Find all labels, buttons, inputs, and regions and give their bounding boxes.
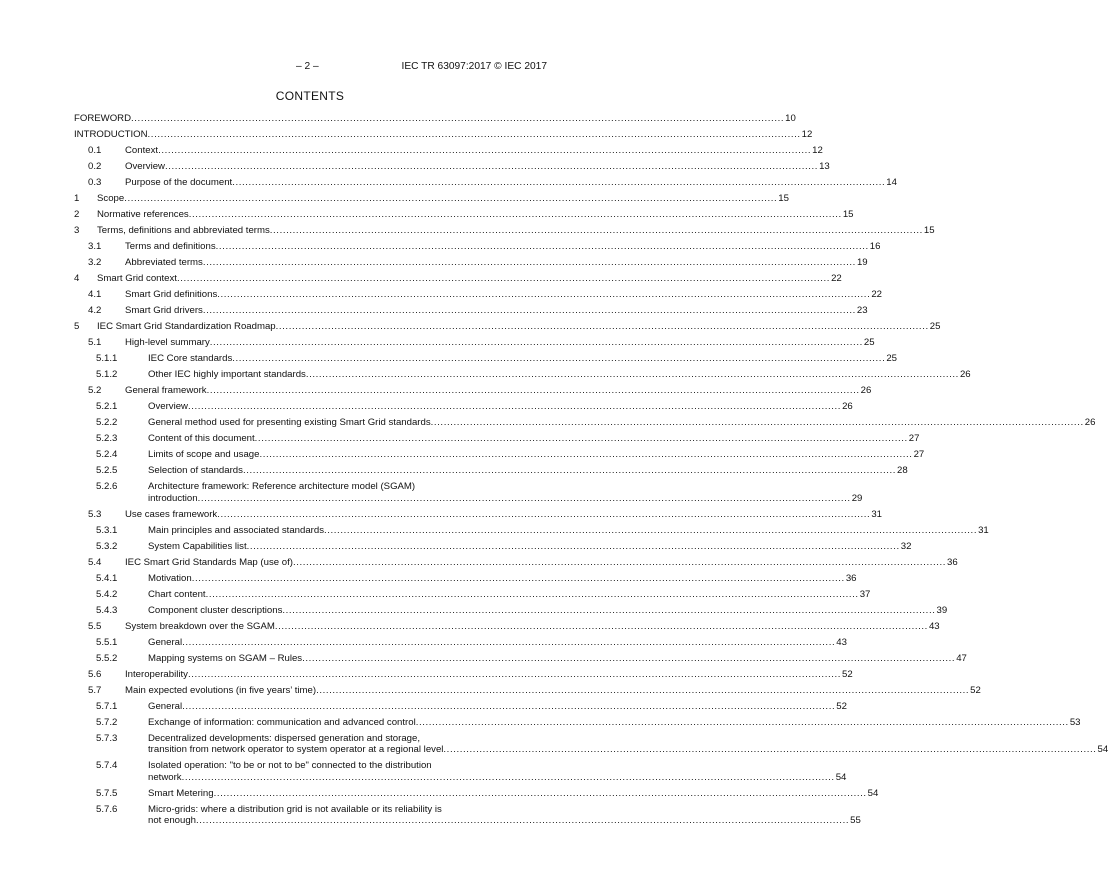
toc-entry-title: Architecture framework: Reference architecture model (SGAM) xyxy=(148,481,416,492)
toc-entry-title: High-level summary xyxy=(125,337,210,348)
dot-leader: ........................................................................................................................................................................................................ xyxy=(188,209,842,220)
toc-entry-page: 13 xyxy=(819,161,830,172)
toc-entry-title: Overview xyxy=(125,161,165,172)
toc-entry[interactable] xyxy=(74,417,1096,433)
toc-entry-title: Component cluster descriptions xyxy=(148,604,283,616)
toc-entry-number: 5.3 xyxy=(88,508,102,520)
toc-entry-title: Isolated operation: "to be or not to be" connected to the distribution xyxy=(148,760,432,771)
toc-entry-title: Use cases framework xyxy=(125,508,218,520)
dot-leader: ........................................................................................................................................................................................................ xyxy=(213,787,867,799)
toc-entry[interactable] xyxy=(74,732,1108,761)
dot-leader: ........................................................................................................................................................................................................ xyxy=(187,401,842,412)
toc-entry-title: System breakdown over the SGAM xyxy=(125,620,275,632)
toc-entry-title-continued: network xyxy=(148,771,182,783)
toc-entry[interactable] xyxy=(74,241,881,257)
toc-entry[interactable] xyxy=(74,161,830,177)
toc-entry-page: 43 xyxy=(836,636,847,648)
toc-entry-number: 5.4.3 xyxy=(96,604,118,616)
toc-entry-title-continued: introduction xyxy=(148,492,198,504)
toc-entry-title: IEC Smart Grid Standardization Roadmap xyxy=(97,321,276,332)
toc-entry-title: General method used for presenting existing Smart Grid standards xyxy=(148,417,431,428)
toc-entry-number: 5.2.5 xyxy=(96,465,118,476)
toc-entry[interactable] xyxy=(74,385,872,401)
toc-entry-number: 5.1.2 xyxy=(96,369,118,380)
dot-leader: ........................................................................................................................................................................................................ xyxy=(197,492,851,504)
toc-entry-title: Overview xyxy=(148,401,188,412)
toc-entry-number: 0.2 xyxy=(88,161,102,172)
toc-entry-title: Decentralized developments: dispersed generation and storage, xyxy=(148,732,420,744)
toc-entry-page: 47 xyxy=(956,652,967,664)
toc-entry-title: Content of this document xyxy=(148,433,255,444)
dot-leader: ........................................................................................................................................................................................................ xyxy=(202,305,856,316)
toc-entry[interactable] xyxy=(74,604,948,621)
toc-entry[interactable] xyxy=(74,305,868,321)
dot-leader: ........................................................................................................................................................................................................ xyxy=(187,668,842,680)
dot-leader: ........................................................................................................................................................................................................ xyxy=(182,636,836,648)
toc-entry-number: 4.2 xyxy=(88,305,102,316)
toc-entry[interactable] xyxy=(74,337,875,353)
toc-entry-number: 5.1.1 xyxy=(96,353,118,364)
toc-entry-number: 5.7.3 xyxy=(96,732,118,744)
toc-entry-title: Smart Grid context xyxy=(97,273,177,284)
toc-entry-title: Purpose of the document xyxy=(125,177,233,188)
dot-leader: ........................................................................................................................................................................................................ xyxy=(292,556,947,568)
toc-entry-number: 3 xyxy=(74,225,80,236)
toc-entry-number: 5.7 xyxy=(88,684,102,696)
dot-leader: ........................................................................................................................................................................................................ xyxy=(209,337,863,348)
dot-leader: ........................................................................................................................................................................................................ xyxy=(316,684,970,696)
toc-entry-title: General xyxy=(148,700,183,712)
toc-entry-page: 29 xyxy=(851,492,863,504)
toc-entry-title: Mapping systems on SGAM – Rules xyxy=(148,652,303,664)
toc-entry-page: 12 xyxy=(812,145,823,156)
toc-entry-page: 32 xyxy=(900,540,912,552)
toc-entry-title: FOREWORD xyxy=(74,113,132,124)
toc-entry[interactable] xyxy=(74,465,908,481)
dot-leader: ........................................................................................................................................................................................................ xyxy=(164,161,819,172)
toc-entry[interactable] xyxy=(74,401,853,417)
table-of-contents xyxy=(74,113,1108,831)
toc-entry-page: 54 xyxy=(835,771,847,783)
toc-entry-page: 43 xyxy=(928,620,940,632)
dot-leader: ........................................................................................................................................................................................................ xyxy=(324,524,978,536)
toc-entry-title: Other IEC highly important standards xyxy=(148,369,306,380)
toc-entry[interactable] xyxy=(74,481,863,509)
toc-entry[interactable] xyxy=(74,257,868,273)
toc-entry-title: Interoperability xyxy=(125,668,188,680)
toc-entry-title: Abbreviated terms xyxy=(125,257,203,268)
toc-entry-number: 5.7.2 xyxy=(96,716,118,728)
toc-entry-title: Scope xyxy=(97,193,125,204)
toc-entry-page: 25 xyxy=(863,337,875,348)
toc-entry-number: 5.5 xyxy=(88,620,102,632)
dot-leader: ........................................................................................................................................................................................................ xyxy=(246,540,900,552)
toc-entry[interactable] xyxy=(74,209,854,225)
toc-entry-page: 19 xyxy=(856,257,868,268)
toc-entry-title: Main expected evolutions (in five years’ time) xyxy=(125,684,317,696)
toc-entry-page: 22 xyxy=(871,289,883,300)
toc-entry[interactable] xyxy=(74,572,857,589)
toc-entry-page: 28 xyxy=(897,465,908,476)
toc-entry-number: 5.5.1 xyxy=(96,636,118,648)
toc-entry[interactable] xyxy=(74,588,871,605)
toc-entry-title: Smart Metering xyxy=(148,787,214,799)
toc-entry-page: 14 xyxy=(886,177,897,188)
dot-leader: ........................................................................................................................................................................................................ xyxy=(282,604,936,616)
dot-leader: ........................................................................................................................................................................................................ xyxy=(205,588,859,600)
toc-entry[interactable] xyxy=(74,289,883,305)
toc-entry-number: 5.7.5 xyxy=(96,787,118,799)
toc-entry-number: 0.3 xyxy=(88,177,102,188)
toc-entry[interactable] xyxy=(74,636,847,653)
toc-entry-number: 5.2.2 xyxy=(96,417,118,428)
toc-entry[interactable] xyxy=(74,540,912,557)
toc-entry-title-continued: transition from network operator to system operator at a regional level xyxy=(148,744,444,755)
toc-entry-page: 27 xyxy=(913,449,925,460)
dot-leader: ........................................................................................................................................................................................................ xyxy=(443,744,1097,755)
dot-leader: ........................................................................................................................................................................................................ xyxy=(215,241,869,252)
toc-entry-number: 4.1 xyxy=(88,289,102,300)
toc-entry-number: 5.7.6 xyxy=(96,803,118,815)
toc-entry-page: 26 xyxy=(860,385,872,396)
dot-leader: ........................................................................................................................................................................................................ xyxy=(269,225,923,236)
dot-leader: ........................................................................................................................................................................................................ xyxy=(302,652,956,664)
dot-leader: ........................................................................................................................................................................................................ xyxy=(147,129,801,140)
toc-entry-number: 5.2 xyxy=(88,385,102,396)
toc-entry-number: 5.3.1 xyxy=(96,524,118,536)
toc-entry[interactable] xyxy=(74,620,940,637)
document-reference: IEC TR 63097:2017 © IEC 2017 xyxy=(401,61,547,72)
dot-leader: ........................................................................................................................................................................................................ xyxy=(232,353,886,364)
toc-entry-title: Context xyxy=(125,145,159,156)
dot-leader: ........................................................................................................................................................................................................ xyxy=(217,289,871,300)
toc-entry-page: 25 xyxy=(929,321,941,332)
dot-leader: ........................................................................................................................................................................................................ xyxy=(217,508,871,520)
toc-entry-title: System Capabilities list xyxy=(148,540,247,552)
toc-entry-page: 31 xyxy=(978,524,989,536)
toc-entry-page: 39 xyxy=(936,604,948,616)
toc-entry-page: 12 xyxy=(801,129,813,140)
toc-entry-number: 5.1 xyxy=(88,337,102,348)
toc-entry-title: Chart content xyxy=(148,588,206,600)
toc-entry-title: Terms and definitions xyxy=(125,241,216,252)
toc-entry-title: Terms, definitions and abbreviated terms xyxy=(97,225,270,236)
toc-entry-page: 23 xyxy=(856,305,868,316)
toc-entry-page: 26 xyxy=(959,369,971,380)
dot-leader: ........................................................................................................................................................................................................ xyxy=(158,145,812,156)
toc-entry-title: Exchange of information: communication and advanced control xyxy=(148,716,416,728)
dot-leader: ........................................................................................................................................................................................................ xyxy=(181,771,835,783)
dot-leader: ........................................................................................................................................................................................................ xyxy=(305,369,959,380)
toc-entry[interactable] xyxy=(74,273,842,289)
toc-entry-number: 5.5.2 xyxy=(96,652,118,664)
toc-entry-number: 5 xyxy=(74,321,80,332)
toc-entry-title: General framework xyxy=(125,385,207,396)
toc-entry[interactable] xyxy=(74,113,796,129)
toc-entry[interactable] xyxy=(74,508,882,525)
toc-entry-number: 5.6 xyxy=(88,668,102,680)
toc-entry-number: 5.2.3 xyxy=(96,433,118,444)
toc-entry-page: 22 xyxy=(831,273,842,284)
toc-entry-number: 5.2.4 xyxy=(96,449,118,460)
toc-entry-number: 0.1 xyxy=(88,145,102,156)
dot-leader: ........................................................................................................................................................................................................ xyxy=(415,716,1069,728)
toc-entry-number: 5.3.2 xyxy=(96,540,118,552)
toc-entry-page: 27 xyxy=(908,433,920,444)
toc-entry-title: IEC Smart Grid Standards Map (use of) xyxy=(125,556,293,568)
toc-entry-page: 53 xyxy=(1069,716,1081,728)
toc-entry[interactable] xyxy=(74,668,853,685)
toc-entry-title: Normative references xyxy=(97,209,189,220)
toc-entry-title: Main principles and associated standards xyxy=(148,524,324,536)
toc-entry-number: 5.4.1 xyxy=(96,572,118,584)
toc-entry[interactable] xyxy=(74,803,861,832)
toc-entry-number: 5.4 xyxy=(88,556,102,568)
toc-entry-title: Smart Grid drivers xyxy=(125,305,203,316)
dot-leader: ........................................................................................................................................................................................................ xyxy=(254,433,908,444)
toc-entry[interactable] xyxy=(74,787,879,804)
dot-leader: ........................................................................................................................................................................................................ xyxy=(176,273,831,284)
toc-entry-number: 3.2 xyxy=(88,257,102,268)
toc-entry-title: General xyxy=(148,636,183,648)
toc-entry-number: 5.2.1 xyxy=(96,401,118,412)
toc-entry-page: 25 xyxy=(886,353,898,364)
dot-leader: ........................................................................................................................................................................................................ xyxy=(206,385,860,396)
toc-entry-page: 16 xyxy=(869,241,881,252)
toc-entry-page: 55 xyxy=(850,815,861,826)
toc-entry[interactable] xyxy=(74,433,920,449)
dot-leader: ........................................................................................................................................................................................................ xyxy=(124,193,778,204)
page-header xyxy=(0,61,620,75)
dot-leader: ........................................................................................................................................................................................................ xyxy=(191,572,845,584)
toc-entry-page: 52 xyxy=(842,668,853,680)
toc-entry-page: 37 xyxy=(859,588,871,600)
dot-leader: ........................................................................................................................................................................................................ xyxy=(196,815,850,826)
dot-leader: ........................................................................................................................................................................................................ xyxy=(202,257,856,268)
dot-leader: ........................................................................................................................................................................................................ xyxy=(259,449,913,460)
toc-entry[interactable] xyxy=(74,449,925,465)
toc-entry[interactable] xyxy=(74,193,789,209)
toc-entry-title: INTRODUCTION xyxy=(74,129,148,140)
page-title: CONTENTS xyxy=(275,89,345,103)
toc-entry-title: Selection of standards xyxy=(148,465,243,476)
toc-entry[interactable] xyxy=(74,145,823,161)
toc-entry[interactable] xyxy=(74,684,981,701)
dot-leader: ........................................................................................................................................................................................................ xyxy=(275,321,929,332)
dot-leader: ........................................................................................................................................................................................................ xyxy=(242,465,897,476)
dot-leader: ........................................................................................................................................................................................................ xyxy=(430,417,1084,428)
toc-entry[interactable] xyxy=(74,129,813,145)
toc-entry-number: 5.2.6 xyxy=(96,481,118,492)
dot-leader: ........................................................................................................................................................................................................ xyxy=(182,700,836,712)
dot-leader: ........................................................................................................................................................................................................ xyxy=(274,620,928,632)
toc-entry-title: IEC Core standards xyxy=(148,353,233,364)
toc-entry-page: 26 xyxy=(842,401,853,412)
toc-entry[interactable] xyxy=(74,321,941,337)
toc-entry-page: 15 xyxy=(842,209,854,220)
toc-entry[interactable] xyxy=(74,177,897,193)
toc-entry-page: 26 xyxy=(1084,417,1096,428)
toc-entry-title: Motivation xyxy=(148,572,192,584)
toc-entry[interactable] xyxy=(74,700,847,717)
toc-entry-title-continued: not enough xyxy=(148,815,197,826)
toc-entry[interactable] xyxy=(74,716,1081,733)
dot-leader: ........................................................................................................................................................................................................ xyxy=(131,113,785,124)
toc-entry[interactable] xyxy=(74,760,847,788)
toc-entry-page: 36 xyxy=(947,556,958,568)
toc-entry-title: Smart Grid definitions xyxy=(125,289,218,300)
toc-entry-number: 5.4.2 xyxy=(96,588,118,600)
toc-entry-number: 5.7.1 xyxy=(96,700,118,712)
toc-entry-page: 31 xyxy=(871,508,882,520)
toc-entry-number: 4 xyxy=(74,273,80,284)
toc-entry-page: 15 xyxy=(923,225,935,236)
toc-entry-number: 2 xyxy=(74,209,80,220)
toc-entry-title: Limits of scope and usage xyxy=(148,449,260,460)
toc-entry-number: 1 xyxy=(74,193,80,204)
page-number: – 2 – xyxy=(296,61,319,72)
toc-entry[interactable] xyxy=(74,353,898,369)
toc-entry[interactable] xyxy=(74,225,935,241)
toc-entry-page: 36 xyxy=(845,572,857,584)
toc-entry-number: 3.1 xyxy=(88,241,102,252)
toc-entry[interactable] xyxy=(74,524,989,541)
toc-entry[interactable] xyxy=(74,652,967,669)
toc-entry-page: 54 xyxy=(1097,744,1108,755)
toc-entry-title: Micro-grids: where a distribution grid is not available or its reliability is xyxy=(148,803,442,815)
dot-leader: ........................................................................................................................................................................................................ xyxy=(232,177,886,188)
toc-entry-page: 10 xyxy=(785,113,796,124)
toc-entry[interactable] xyxy=(74,369,971,385)
toc-entry[interactable] xyxy=(74,556,958,573)
toc-entry-page: 54 xyxy=(867,787,879,799)
toc-entry-page: 52 xyxy=(836,700,847,712)
toc-entry-page: 15 xyxy=(778,193,789,204)
toc-entry-page: 52 xyxy=(970,684,981,696)
toc-entry-number: 5.7.4 xyxy=(96,760,118,771)
